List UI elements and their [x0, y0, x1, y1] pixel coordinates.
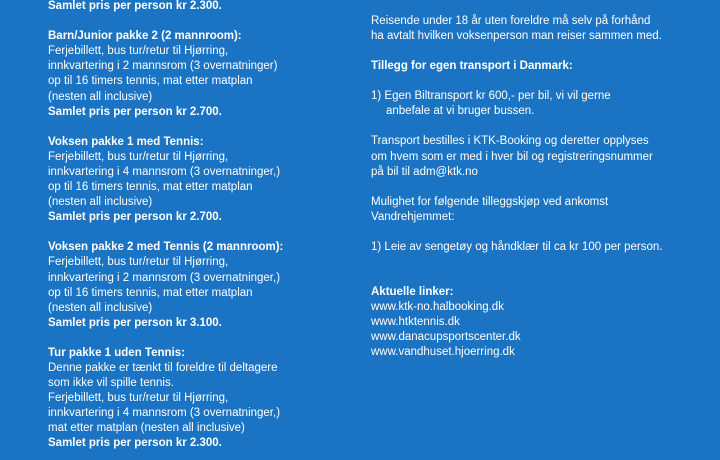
link-item[interactable]: www.ktk-no.halbooking.dk — [371, 301, 504, 314]
package-line: op til 16 timers tennis, mat etter matplan — [48, 181, 253, 194]
transport-heading: Tillegg for egen transport i Danmark: — [371, 60, 573, 73]
left-column — [48, 0, 348, 452]
ktk-booking-text: på bil til adm@ktk.no — [371, 165, 478, 178]
package-title: Voksen pakke 2 med Tennis (2 mannroom): — [48, 241, 284, 254]
package-line: op til 16 timers tennis, mat etter matplan — [48, 286, 253, 299]
ktk-booking-text: om hvem som er med i hver bil og registreringsnummer — [371, 150, 653, 163]
package-line: mat etter matplan (nesten all inclusive) — [48, 422, 245, 435]
link-item[interactable]: www.danacupsportscenter.dk — [371, 331, 521, 344]
package-price: Samlet pris per person kr 2.700. — [48, 211, 222, 224]
extra-purchase-item: 1) Leie av sengetøy og håndklær til ca kr 100 per person. — [371, 240, 663, 253]
package-line: innkvartering i 2 mannsrom (3 overnatninger) — [48, 60, 278, 73]
right-column — [371, 0, 711, 361]
transport-item: anbefale at vi bruger bussen. — [386, 105, 535, 118]
package-block — [48, 135, 348, 226]
package-line: (nesten all inclusive) — [48, 196, 153, 209]
package-line: innkvartering i 4 mannsrom (3 overnatninger,) — [48, 407, 281, 420]
package-line: som ikke vil spille tennis. — [48, 377, 174, 390]
minors-text: ha avtalt hvilken voksenperson man reiser sammen med. — [371, 30, 662, 43]
package-line: op til 16 timers tennis, mat etter matplan — [48, 75, 253, 88]
extra-purchase-text: Mulighet for følgende tilleggskjøp ved ankomst — [371, 195, 609, 208]
extra-purchase-text: Vandrehjemmet: — [371, 210, 455, 223]
link-item[interactable]: www.vandhuset.hjoerring.dk — [371, 346, 515, 359]
package-block — [48, 346, 348, 452]
package-line: innkvartering i 4 mannsrom (3 overnatninger,) — [48, 165, 281, 178]
minors-text: Reisende under 18 år uten foreldre må selv på forhånd — [371, 15, 651, 27]
links-heading: Aktuelle linker: — [371, 286, 454, 299]
package-price: Samlet pris per person kr 2.700. — [48, 105, 222, 118]
package-block — [48, 29, 348, 120]
package-price: Samlet pris per person kr 2.300. — [48, 437, 222, 450]
transport-item: 1) Egen Biltransport kr 600,- per bil, vi vil gerne — [371, 90, 611, 103]
link-item[interactable]: www.htktennis.dk — [371, 316, 460, 329]
package-line: Denne pakke er tænkt til foreldre til deltagere — [48, 361, 278, 374]
package-line: (nesten all inclusive) — [48, 301, 153, 314]
package-title: Barn/Junior pakke 2 (2 mannroom): — [48, 30, 242, 43]
package-title: Tur pakke 1 uden Tennis: — [48, 346, 185, 359]
package-price: Samlet pris per person kr 2.300. — [48, 0, 222, 13]
package-block — [48, 240, 348, 331]
package-price: Samlet pris per person kr 3.100. — [48, 316, 222, 329]
package-title: Voksen pakke 1 med Tennis: — [48, 135, 204, 148]
package-line: Ferjebillett, bus tur/retur til Hjørring, — [48, 45, 229, 58]
package-line: innkvartering i 2 mannsrom (3 overnatninger,) — [48, 271, 281, 284]
ktk-booking-text: Transport bestilles i KTK-Booking og deretter opplyses — [371, 135, 649, 148]
package-line: Ferjebillett, bus tur/retur til Hjørring, — [48, 150, 229, 163]
package-line: Ferjebillett, bus tur/retur til Hjørring, — [48, 256, 229, 269]
package-line: (nesten all inclusive) — [48, 90, 153, 103]
package-line: Ferjebillett, bus tur/retur til Hjørring, — [48, 392, 229, 405]
